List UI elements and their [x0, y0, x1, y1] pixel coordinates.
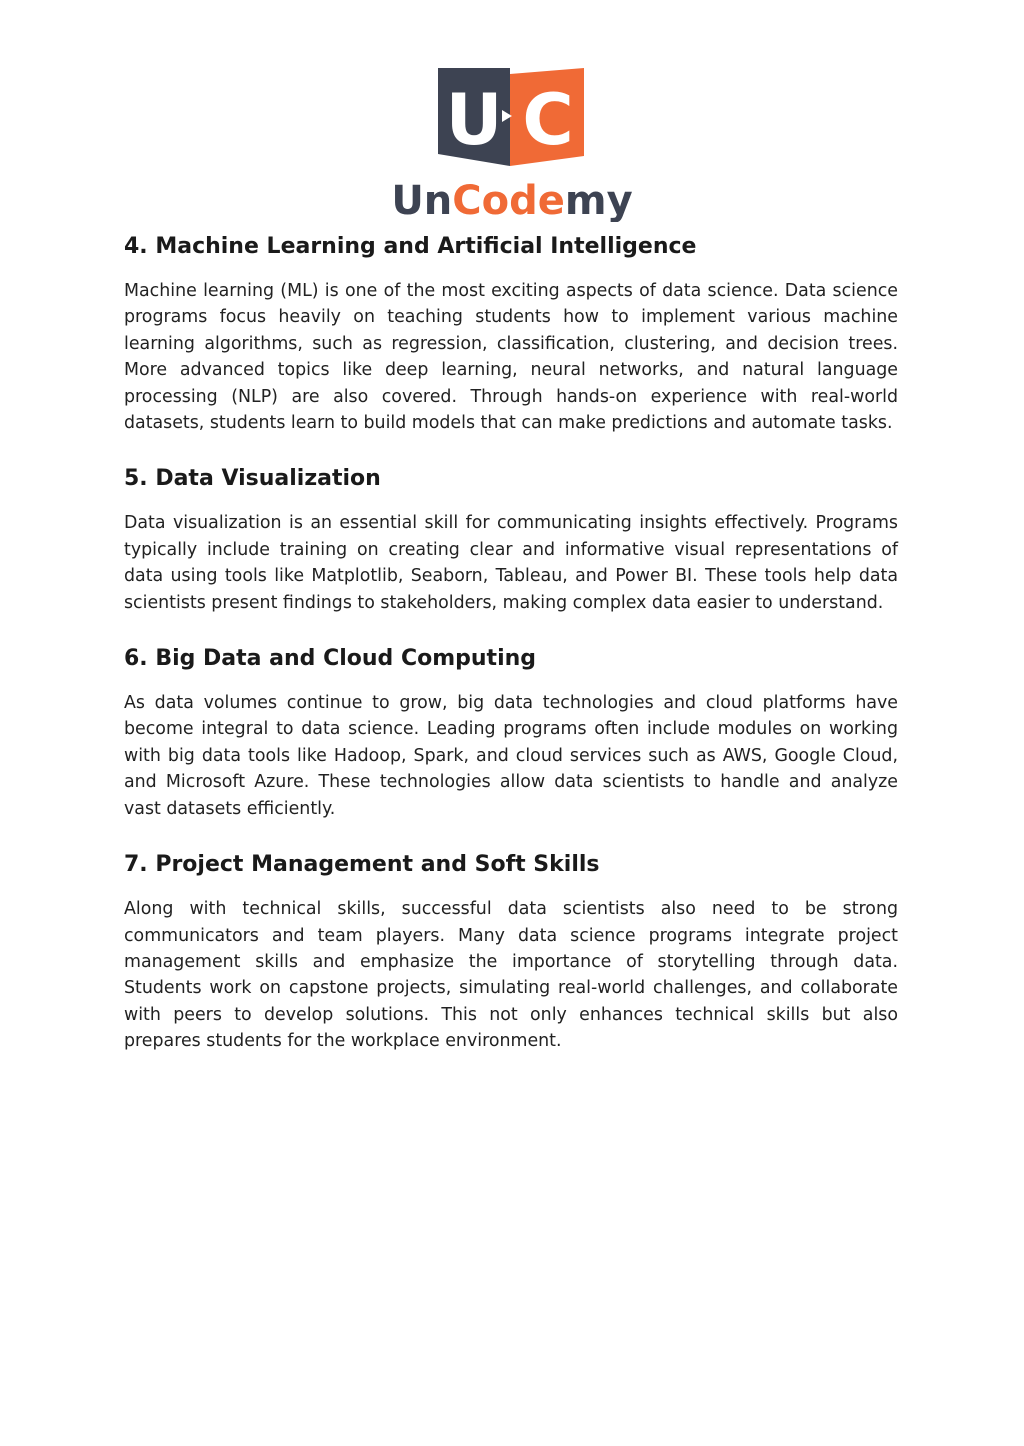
section-heading: 6. Big Data and Cloud Computing [124, 646, 537, 672]
section-heading: 5. Data Visualization [124, 466, 381, 492]
section-heading: 7. Project Management and Soft Skills [124, 852, 600, 878]
logo-mark-right: C [522, 79, 574, 161]
section-paragraph: Data visualization is an essential skill for communicating insights effectively. Programs typically include training on creating clear and informative visual representations of data using tools like Matplotlib, Seaborn, Tableau, and Power BI. These tools help data scientists present findings to stakeholders, making complex data easier to understand. [124, 513, 898, 613]
section-paragraph: Machine learning (ML) is one of the most exciting aspects of data science. Data science programs focus heavily on teaching students how to implement various machine learning algorithms, such as regression, classification, clustering, and decision trees. More advanced topics like deep learning, neural networks, and natural language processing (NLP) are also covered. Through hands-on experience with real-world datasets, students learn to build models that can make predictions and automate tasks. [124, 281, 898, 434]
section-paragraph: Along with technical skills, successful data scientists also need to be strong communicators and team players. Many data science programs integrate project management skills and emphasize the importance of storytelling through data. Students work on capstone projects, simulating real-world challenges, and collaborate with peers to develop solutions. This not only enhances technical skills but also prepares students for the workplace environment. [124, 899, 898, 1052]
section-data-visualization [124, 462, 898, 616]
uncodemy-logo [390, 66, 634, 222]
section-project-management [124, 848, 898, 1054]
section-machine-learning [124, 230, 898, 436]
logo-wordmark: UnCodemy [391, 178, 633, 222]
document-body [124, 230, 898, 1081]
logo-mark-left: U [445, 79, 503, 161]
section-big-data-cloud [124, 642, 898, 822]
section-paragraph: As data volumes continue to grow, big data technologies and cloud platforms have become integral to data science. Leading programs often include modules on working with big data tools like Hadoop, Spark, and cloud services such as AWS, Google Cloud, and Microsoft Azure. These technologies allow data scientists to handle and analyze vast datasets efficiently. [124, 693, 898, 819]
section-heading: 4. Machine Learning and Artificial Intelligence [124, 234, 697, 259]
